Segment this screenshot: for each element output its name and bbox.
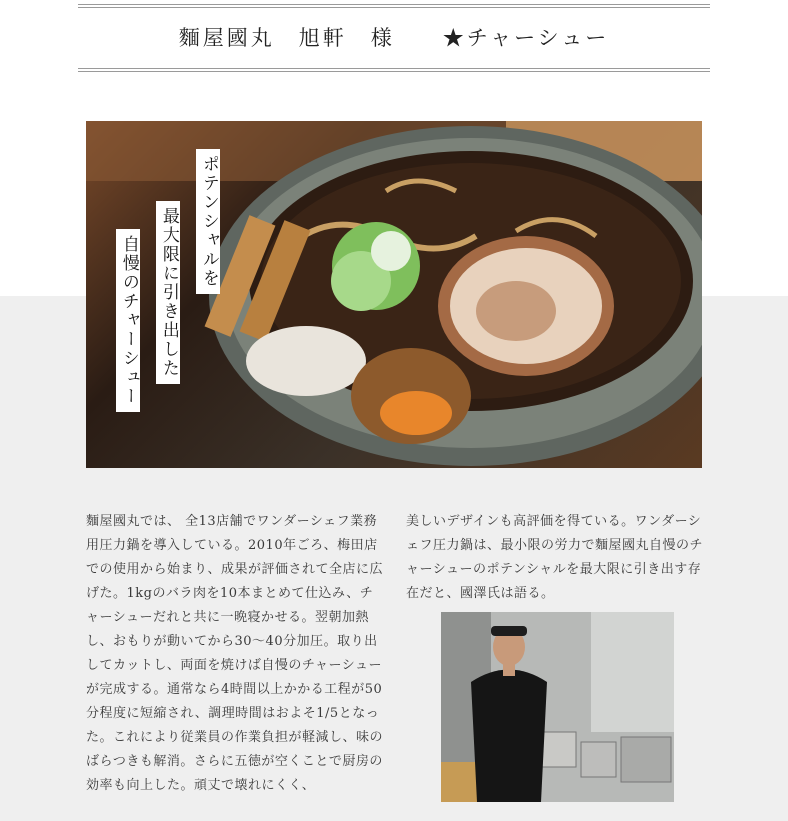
hero-label-2: 最大限に引き出した — [156, 201, 180, 384]
header-rule-top-1 — [78, 4, 710, 5]
header-rule-bottom-2 — [78, 71, 710, 72]
article-text-left: 麵屋國丸では、 全13店舗でワンダーシェフ業務用圧力鍋を導入している。2010年ごろ、梅田店での使用から始まり、成果が評価されて全店に広げた。1kgのバラ肉を10本まとめて仕込み、チャーシューだれと共に一晩寝かせる。翌朝加熱し、おもりが動いてから30〜40分加圧。取り出してカットし、両面を焼けば自慢のチャーシューが完成する。通常なら4時間以上かかる工程が50分程度に短縮され、調理時間はおよそ1/5となった。これにより従業員の作業負担が軽減し、味のばらつきも解消。さらに五徳が空くことで厨房の効率も向上した。頑丈で壊れにくく、 — [86, 514, 384, 793]
header-rule-top-2 — [78, 7, 710, 8]
chef-illustration — [441, 612, 674, 802]
hero-label-3: 自慢のチャーシュー — [116, 229, 140, 412]
article-text-right: 美しいデザインも高評価を得ている。ワンダーシェフ圧力鍋は、最小限の労力で麵屋國丸自慢のチャーシューのポテンシャルを最大限に引き出す存在だと、國澤氏は語る。 — [406, 514, 704, 601]
ramen-photo — [86, 121, 702, 468]
header-rule-bottom-1 — [78, 68, 710, 69]
hero-label-1: ポテンシャルを — [196, 149, 220, 294]
page-header — [78, 0, 710, 76]
page-title: 麵屋國丸 旭軒 様 ★チャーシュー — [178, 26, 610, 50]
chef-photo — [441, 612, 674, 802]
